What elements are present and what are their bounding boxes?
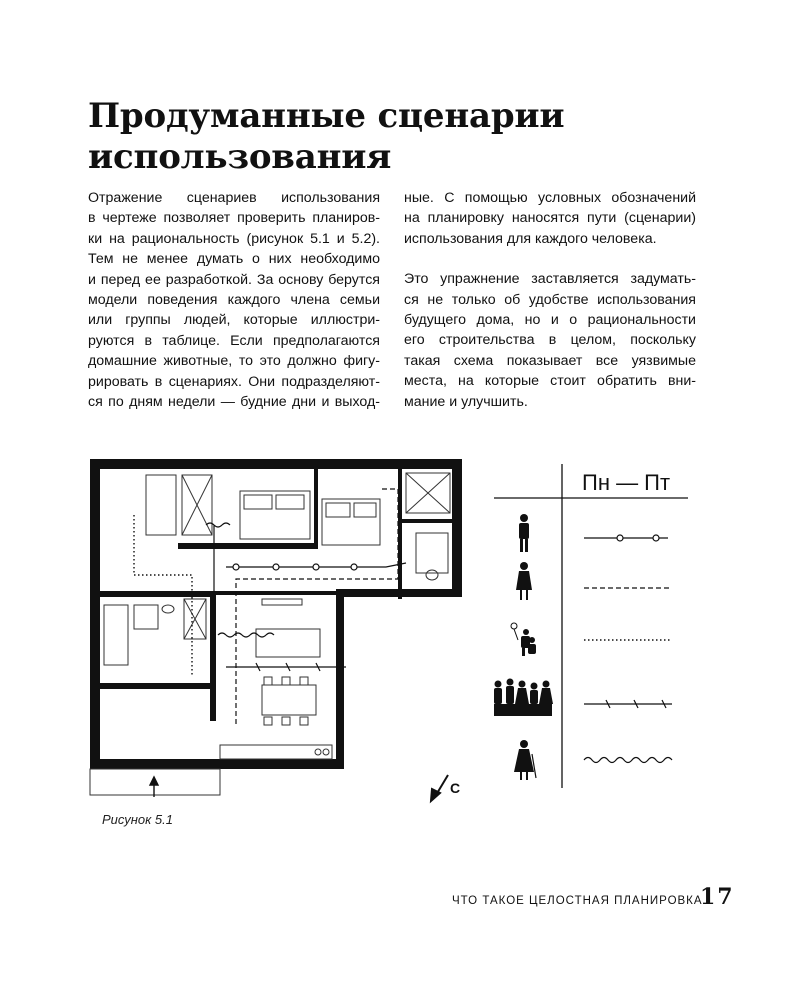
- group-of-people-icon: [494, 679, 553, 717]
- body-line: на планировку наносятся пути (сценарии): [404, 210, 696, 227]
- page-number: 17: [700, 884, 735, 910]
- body-line: места, на которые стоит обратить вни-: [404, 373, 696, 390]
- north-arrow-icon: [431, 775, 448, 801]
- body-line: руются в таблице. Если предполагаются: [88, 332, 380, 349]
- page-title-line-2: использования: [88, 137, 392, 177]
- plan-route-ticks: [226, 663, 346, 671]
- man-icon: [519, 514, 529, 552]
- body-line: ся по дням недели — будние дни и выход-: [88, 394, 380, 411]
- body-line: рировать в сценариях. Они подразделяют-: [88, 373, 380, 390]
- compass-label: С: [450, 780, 461, 796]
- body-line: использования для каждого человека.: [404, 230, 657, 247]
- body-line: модели поведения каждого члена семьи: [88, 292, 380, 309]
- plan-furniture: [90, 473, 450, 795]
- running-footer: ЧТО ТАКОЕ ЦЕЛОСТНАЯ ПЛАНИРОВКА: [452, 895, 703, 907]
- body-column-left: [88, 188, 380, 412]
- paragraph-gap: [404, 249, 696, 269]
- wavy-line: [584, 758, 672, 763]
- page-title-line-1: Продуманные сценарии: [88, 96, 565, 136]
- figure-caption: Рисунок 5.1: [102, 812, 173, 827]
- entrance-arrow-icon: [150, 777, 158, 797]
- body-line: или группы людей, которые иллюстри-: [88, 312, 380, 329]
- circle-marked-line: [584, 535, 668, 541]
- route-legend: [488, 458, 698, 798]
- body-line: такая схема показывает все уязвимые: [404, 352, 696, 369]
- child-with-balloon-icon: [511, 623, 536, 656]
- body-line: ся не только об удобстве использования: [404, 291, 696, 308]
- plan-route-wavy: [206, 523, 274, 655]
- woman-icon: [516, 562, 532, 600]
- legend-grid: [494, 464, 688, 788]
- body-line: мание и улучшить.: [404, 393, 528, 410]
- plan-route-circles: [226, 563, 406, 570]
- body-line: Тем не менее думать о них необходимо: [88, 251, 380, 268]
- body-line: Это упражнение заставляется задумать-: [404, 271, 696, 288]
- page-title: [88, 96, 564, 178]
- body-line: домашние животные, то это должно фигу-: [88, 353, 380, 370]
- floor-plan: [86, 455, 466, 805]
- elderly-woman-icon: [514, 740, 536, 780]
- body-line: ные. С помощью условных обозначений: [404, 190, 696, 206]
- body-line: в чертеже позволяет проверить планиров-: [88, 210, 380, 227]
- body-line: Отражение сценариев использования: [88, 190, 380, 206]
- legend-header: Пн — Пт: [582, 470, 671, 495]
- body-column-right: [404, 188, 696, 412]
- tick-marked-line: [584, 700, 672, 708]
- body-line: его строительства в целом, поскольку: [404, 332, 696, 349]
- body-line: ки на рациональность (рисунок 5.1 и 5.2).: [88, 230, 380, 247]
- body-line: будущего дома, но и о рациональности: [404, 312, 696, 329]
- body-line: и перед ее разработкой. За основу берутся: [88, 271, 380, 288]
